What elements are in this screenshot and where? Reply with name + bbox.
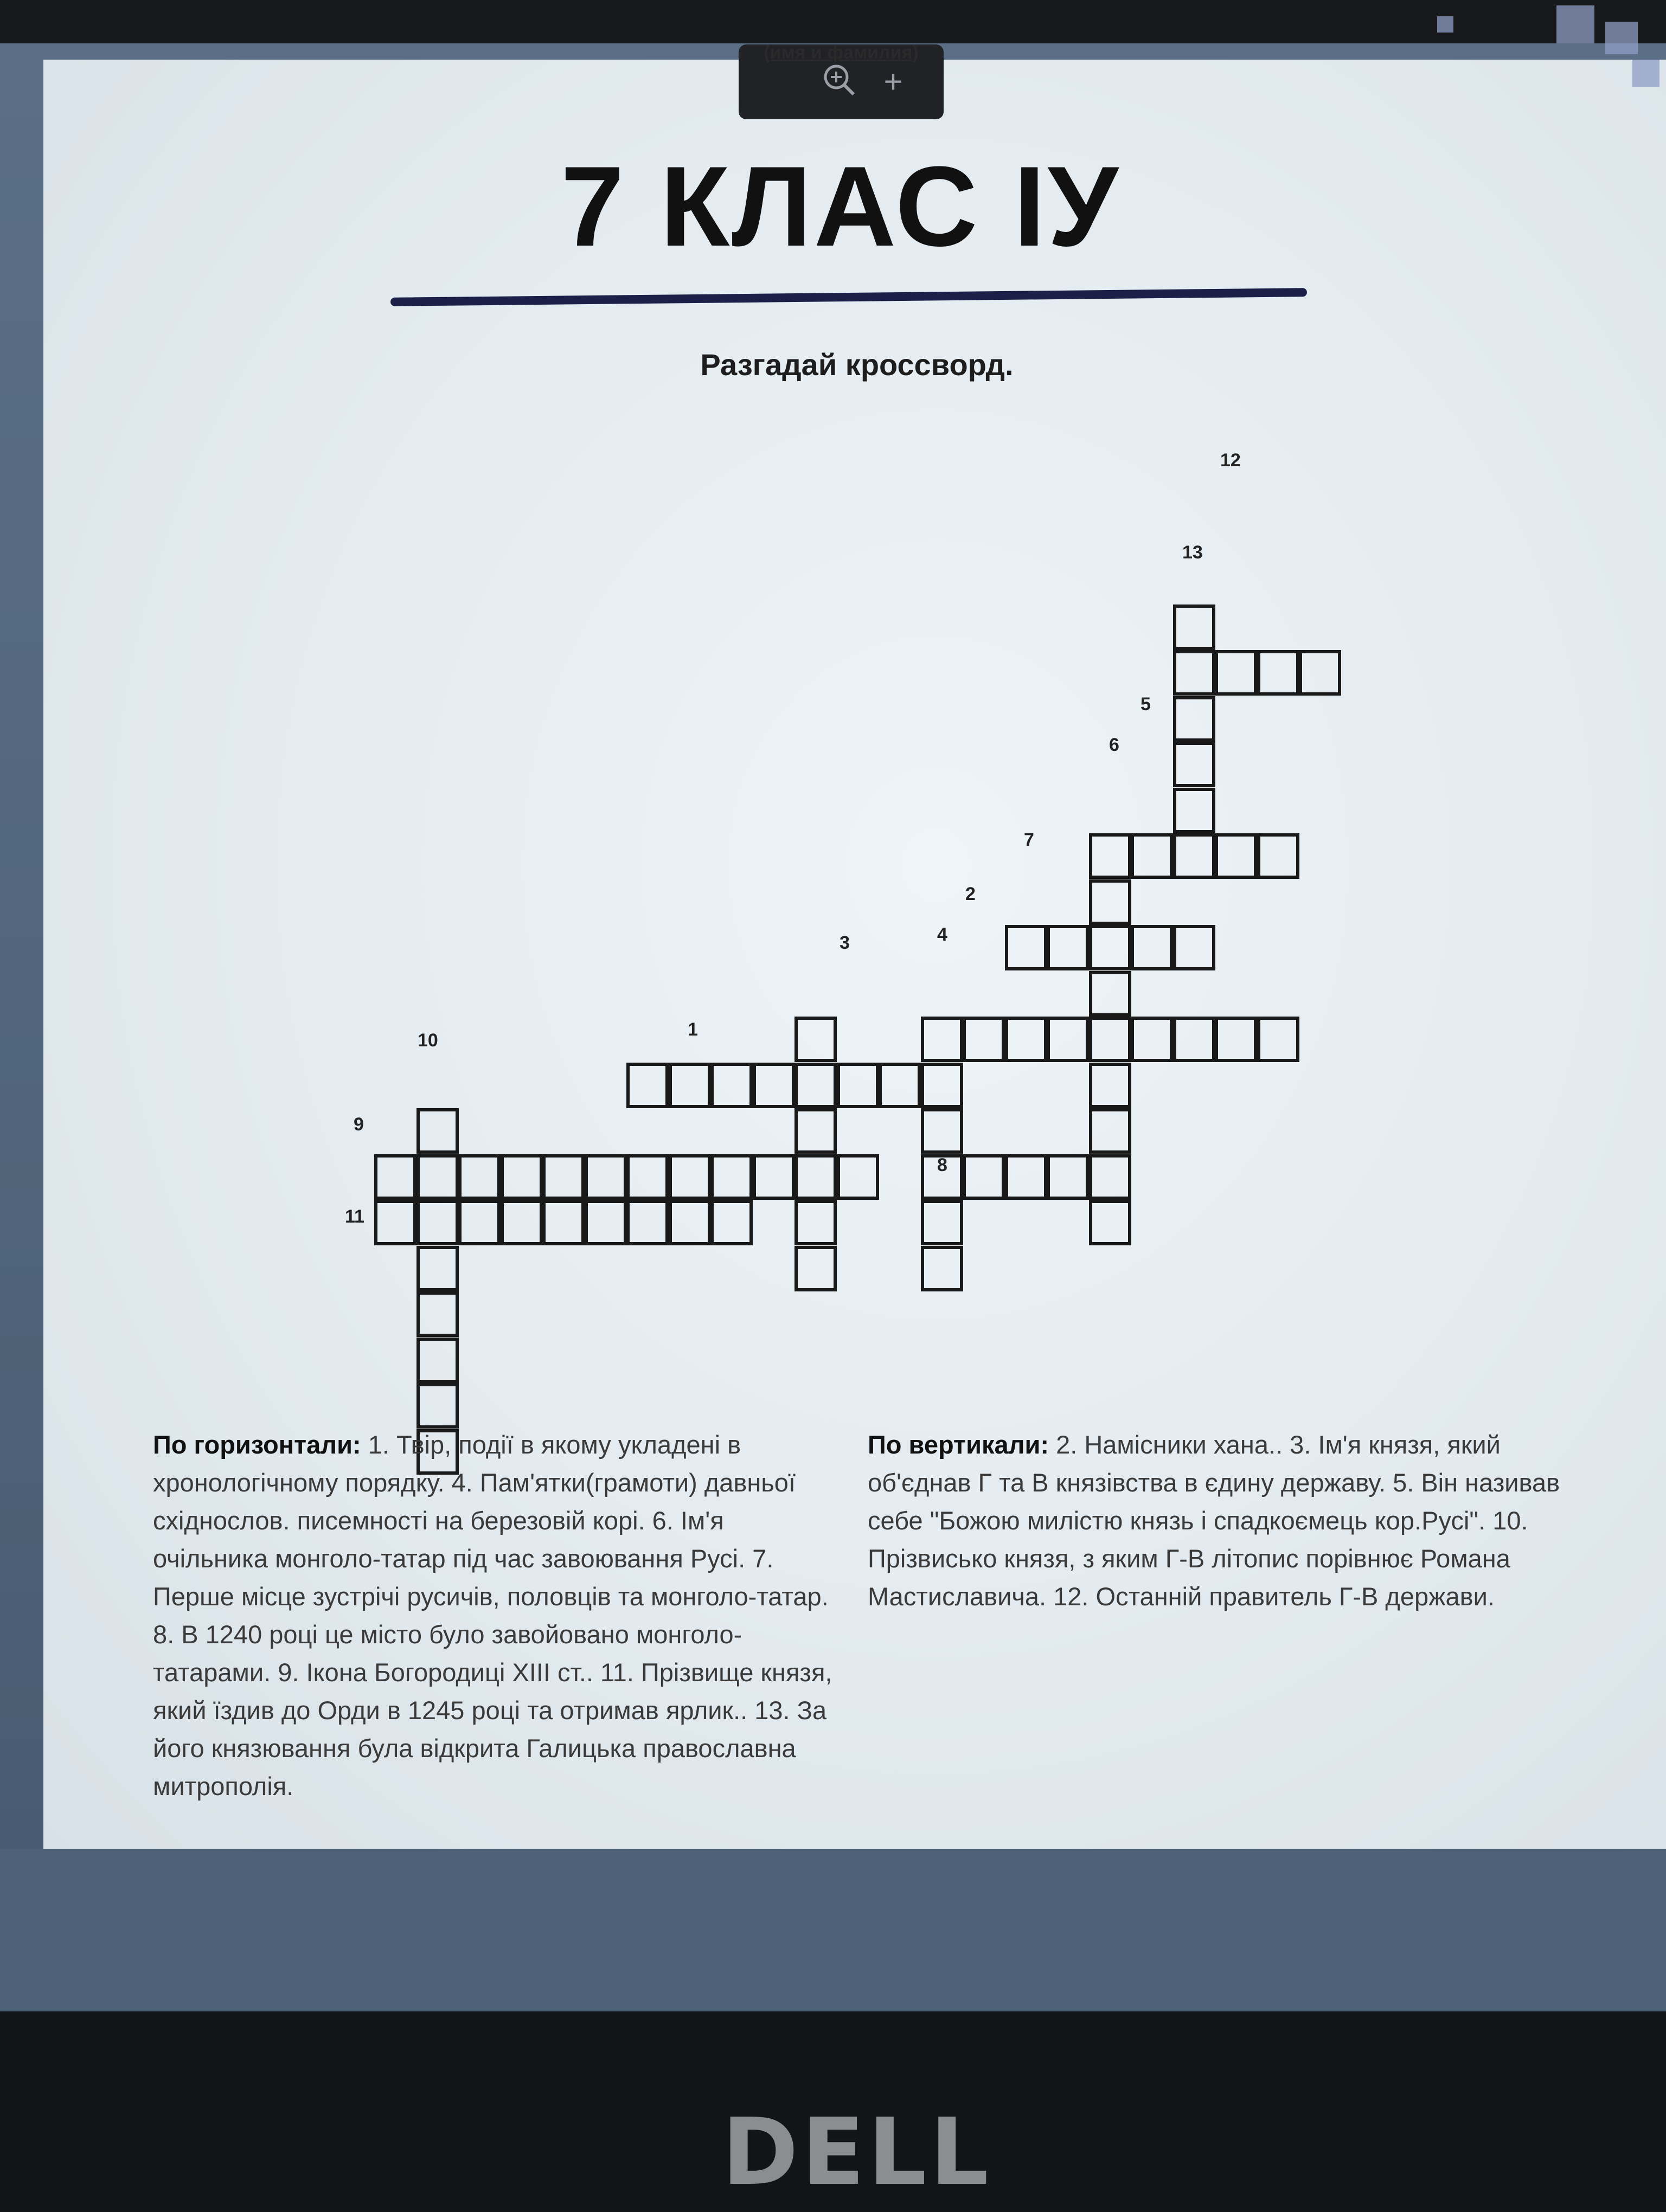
crossword-cell[interactable]	[374, 1154, 416, 1200]
down-heading: По вертикали:	[868, 1430, 1049, 1459]
crossword-cell[interactable]	[794, 1017, 837, 1062]
crossword-cell[interactable]	[416, 1246, 459, 1291]
crossword-cell[interactable]	[1173, 925, 1215, 970]
crossword-cell[interactable]	[794, 1200, 837, 1245]
crossword-cell[interactable]	[753, 1063, 795, 1108]
clues-across	[153, 1426, 842, 1805]
crossword-cell[interactable]	[416, 1338, 459, 1383]
crossword-cell[interactable]	[626, 1063, 669, 1108]
clue-number-1: 1	[688, 1019, 698, 1040]
crossword-cell[interactable]	[1089, 833, 1131, 879]
crossword-cell[interactable]	[963, 1017, 1005, 1062]
crossword-cell[interactable]	[458, 1154, 501, 1200]
crossword-cell[interactable]	[501, 1200, 543, 1245]
crossword-cell[interactable]	[963, 1154, 1005, 1200]
crossword-cell[interactable]	[710, 1063, 753, 1108]
crossword-cell[interactable]	[1173, 833, 1215, 879]
plus-icon[interactable]: +	[883, 63, 903, 100]
crossword-cell[interactable]	[1131, 833, 1173, 879]
crossword-cell[interactable]	[1131, 925, 1173, 970]
crossword-cell[interactable]	[416, 1291, 459, 1337]
clue-number-12: 12	[1220, 450, 1241, 471]
clue-number-4: 4	[937, 924, 947, 945]
crossword-cell[interactable]	[542, 1154, 585, 1200]
crossword-cell[interactable]	[1089, 1017, 1131, 1062]
crossword-cell[interactable]	[458, 1200, 501, 1245]
crossword-cell[interactable]	[1089, 1154, 1131, 1200]
clue-number-6: 6	[1109, 735, 1119, 755]
crossword-cell[interactable]	[416, 1200, 459, 1245]
crossword-cell[interactable]	[1215, 833, 1257, 879]
clue-number-5: 5	[1140, 694, 1151, 715]
crossword-cell[interactable]	[710, 1200, 753, 1245]
crossword-cell[interactable]	[837, 1154, 879, 1200]
crossword-cell[interactable]	[921, 1108, 963, 1154]
crossword-cell[interactable]	[794, 1246, 837, 1291]
crossword-cell[interactable]	[1005, 1154, 1047, 1200]
crossword-cell[interactable]	[1089, 1200, 1131, 1245]
clues-down	[868, 1426, 1578, 1616]
clue-number-10: 10	[418, 1030, 438, 1051]
crossword-cell[interactable]	[1089, 971, 1131, 1017]
crossword-cell[interactable]	[1257, 650, 1299, 696]
clue-number-9: 9	[354, 1114, 364, 1135]
clue-number-3: 3	[840, 933, 850, 953]
crossword-cell[interactable]	[1215, 650, 1257, 696]
down-clues-text: 2. Намісники хана.. 3. Ім'я князя, який об'єднав Г та В князівства в єдину державу. 5. Він називав себе "Божою милістю князь і спадкоємець кор.Русі". 10. Прізвисько князя, з яким Г-В літопис порівнює Романа Мастиславича. 12. Останній правитель Г-В держави.	[868, 1430, 1560, 1611]
clue-number-13: 13	[1182, 542, 1203, 563]
crossword-cell[interactable]	[1299, 650, 1341, 696]
crossword-cell[interactable]	[794, 1154, 837, 1200]
crossword-cell[interactable]	[416, 1108, 459, 1154]
crossword-cell[interactable]	[542, 1200, 585, 1245]
crossword-cell[interactable]	[416, 1383, 459, 1429]
toolbar-caption: (имя и фамилия)	[764, 42, 919, 63]
page-title: 7 КЛАС ІУ	[560, 143, 1121, 270]
crossword-cell[interactable]	[1173, 696, 1215, 742]
dell-logo: DELL	[722, 2099, 992, 2206]
crossword-cell[interactable]	[374, 1200, 416, 1245]
crossword-cell[interactable]	[1089, 1108, 1131, 1154]
crossword-cell[interactable]	[1047, 1154, 1089, 1200]
crossword-cell[interactable]	[669, 1063, 711, 1108]
crossword-cell[interactable]	[626, 1154, 669, 1200]
crossword-cell[interactable]	[416, 1154, 459, 1200]
crossword-cell[interactable]	[921, 1200, 963, 1245]
crossword-cell[interactable]	[794, 1108, 837, 1154]
crossword-cell[interactable]	[1047, 1017, 1089, 1062]
crossword-cell[interactable]	[1089, 1063, 1131, 1108]
clue-number-8: 8	[937, 1155, 947, 1175]
instruction-text: Разгадай кроссворд.	[700, 348, 1014, 382]
crossword-cell[interactable]	[794, 1063, 837, 1108]
crossword-cell[interactable]	[1089, 879, 1131, 925]
crossword-cell[interactable]	[1173, 742, 1215, 787]
crossword-cell[interactable]	[585, 1200, 627, 1245]
crossword-cell[interactable]	[1215, 1017, 1257, 1062]
crossword-cell[interactable]	[837, 1063, 879, 1108]
clue-number-7: 7	[1024, 829, 1034, 850]
across-clues-text: 1. Твір, події в якому укладені в хронологічному порядку. 4. Пам'ятки(грамоти) давньої східнослов. писемності на березовій корі. 6. Ім'я очільника монголо-татар під час завоювання Русі. 7. Перше місце зустрічі русичів, половців та монголо-татар. 8. В 1240 році це місто було завойовано монголо-татарами. 9. Ікона Богородиці XIII ст.. 11. Прізвище князя, який їздив до Орди в 1245 році та отримав ярлик.. 13. За його князювання була відкрита Галицька православна митрополія.	[153, 1430, 832, 1801]
viewer-toolbar	[739, 44, 944, 119]
crossword-cell[interactable]	[921, 1017, 963, 1062]
crossword-cell[interactable]	[921, 1246, 963, 1291]
crossword-cell[interactable]	[1047, 925, 1089, 970]
crossword-cell[interactable]	[1257, 833, 1299, 879]
crossword-cell[interactable]	[1131, 1017, 1173, 1062]
crossword-cell[interactable]	[585, 1154, 627, 1200]
crossword-cell[interactable]	[921, 1154, 963, 1200]
crossword-cell[interactable]	[1005, 925, 1047, 970]
crossword-cell[interactable]	[879, 1063, 921, 1108]
crossword-cell[interactable]	[710, 1154, 753, 1200]
crossword-cell[interactable]	[501, 1154, 543, 1200]
crossword-cell[interactable]	[1173, 788, 1215, 833]
screen-lower-area	[0, 1849, 1666, 2011]
crossword-cell[interactable]	[1089, 925, 1131, 970]
zoom-in-icon[interactable]	[820, 61, 858, 99]
crossword-cell[interactable]	[1173, 605, 1215, 650]
crossword-cell[interactable]	[1257, 1017, 1299, 1062]
crossword-cell[interactable]	[669, 1200, 711, 1245]
clue-number-11: 11	[345, 1206, 364, 1227]
crossword-cell[interactable]	[1173, 650, 1215, 696]
crossword-cell[interactable]	[753, 1154, 795, 1200]
clue-number-2: 2	[965, 884, 976, 904]
crossword-cell[interactable]	[626, 1200, 669, 1245]
across-heading: По горизонтали:	[153, 1430, 361, 1459]
crossword-cell[interactable]	[669, 1154, 711, 1200]
crossword-cell[interactable]	[921, 1063, 963, 1108]
crossword-cell[interactable]	[1173, 1017, 1215, 1062]
crossword-cell[interactable]	[1005, 1017, 1047, 1062]
